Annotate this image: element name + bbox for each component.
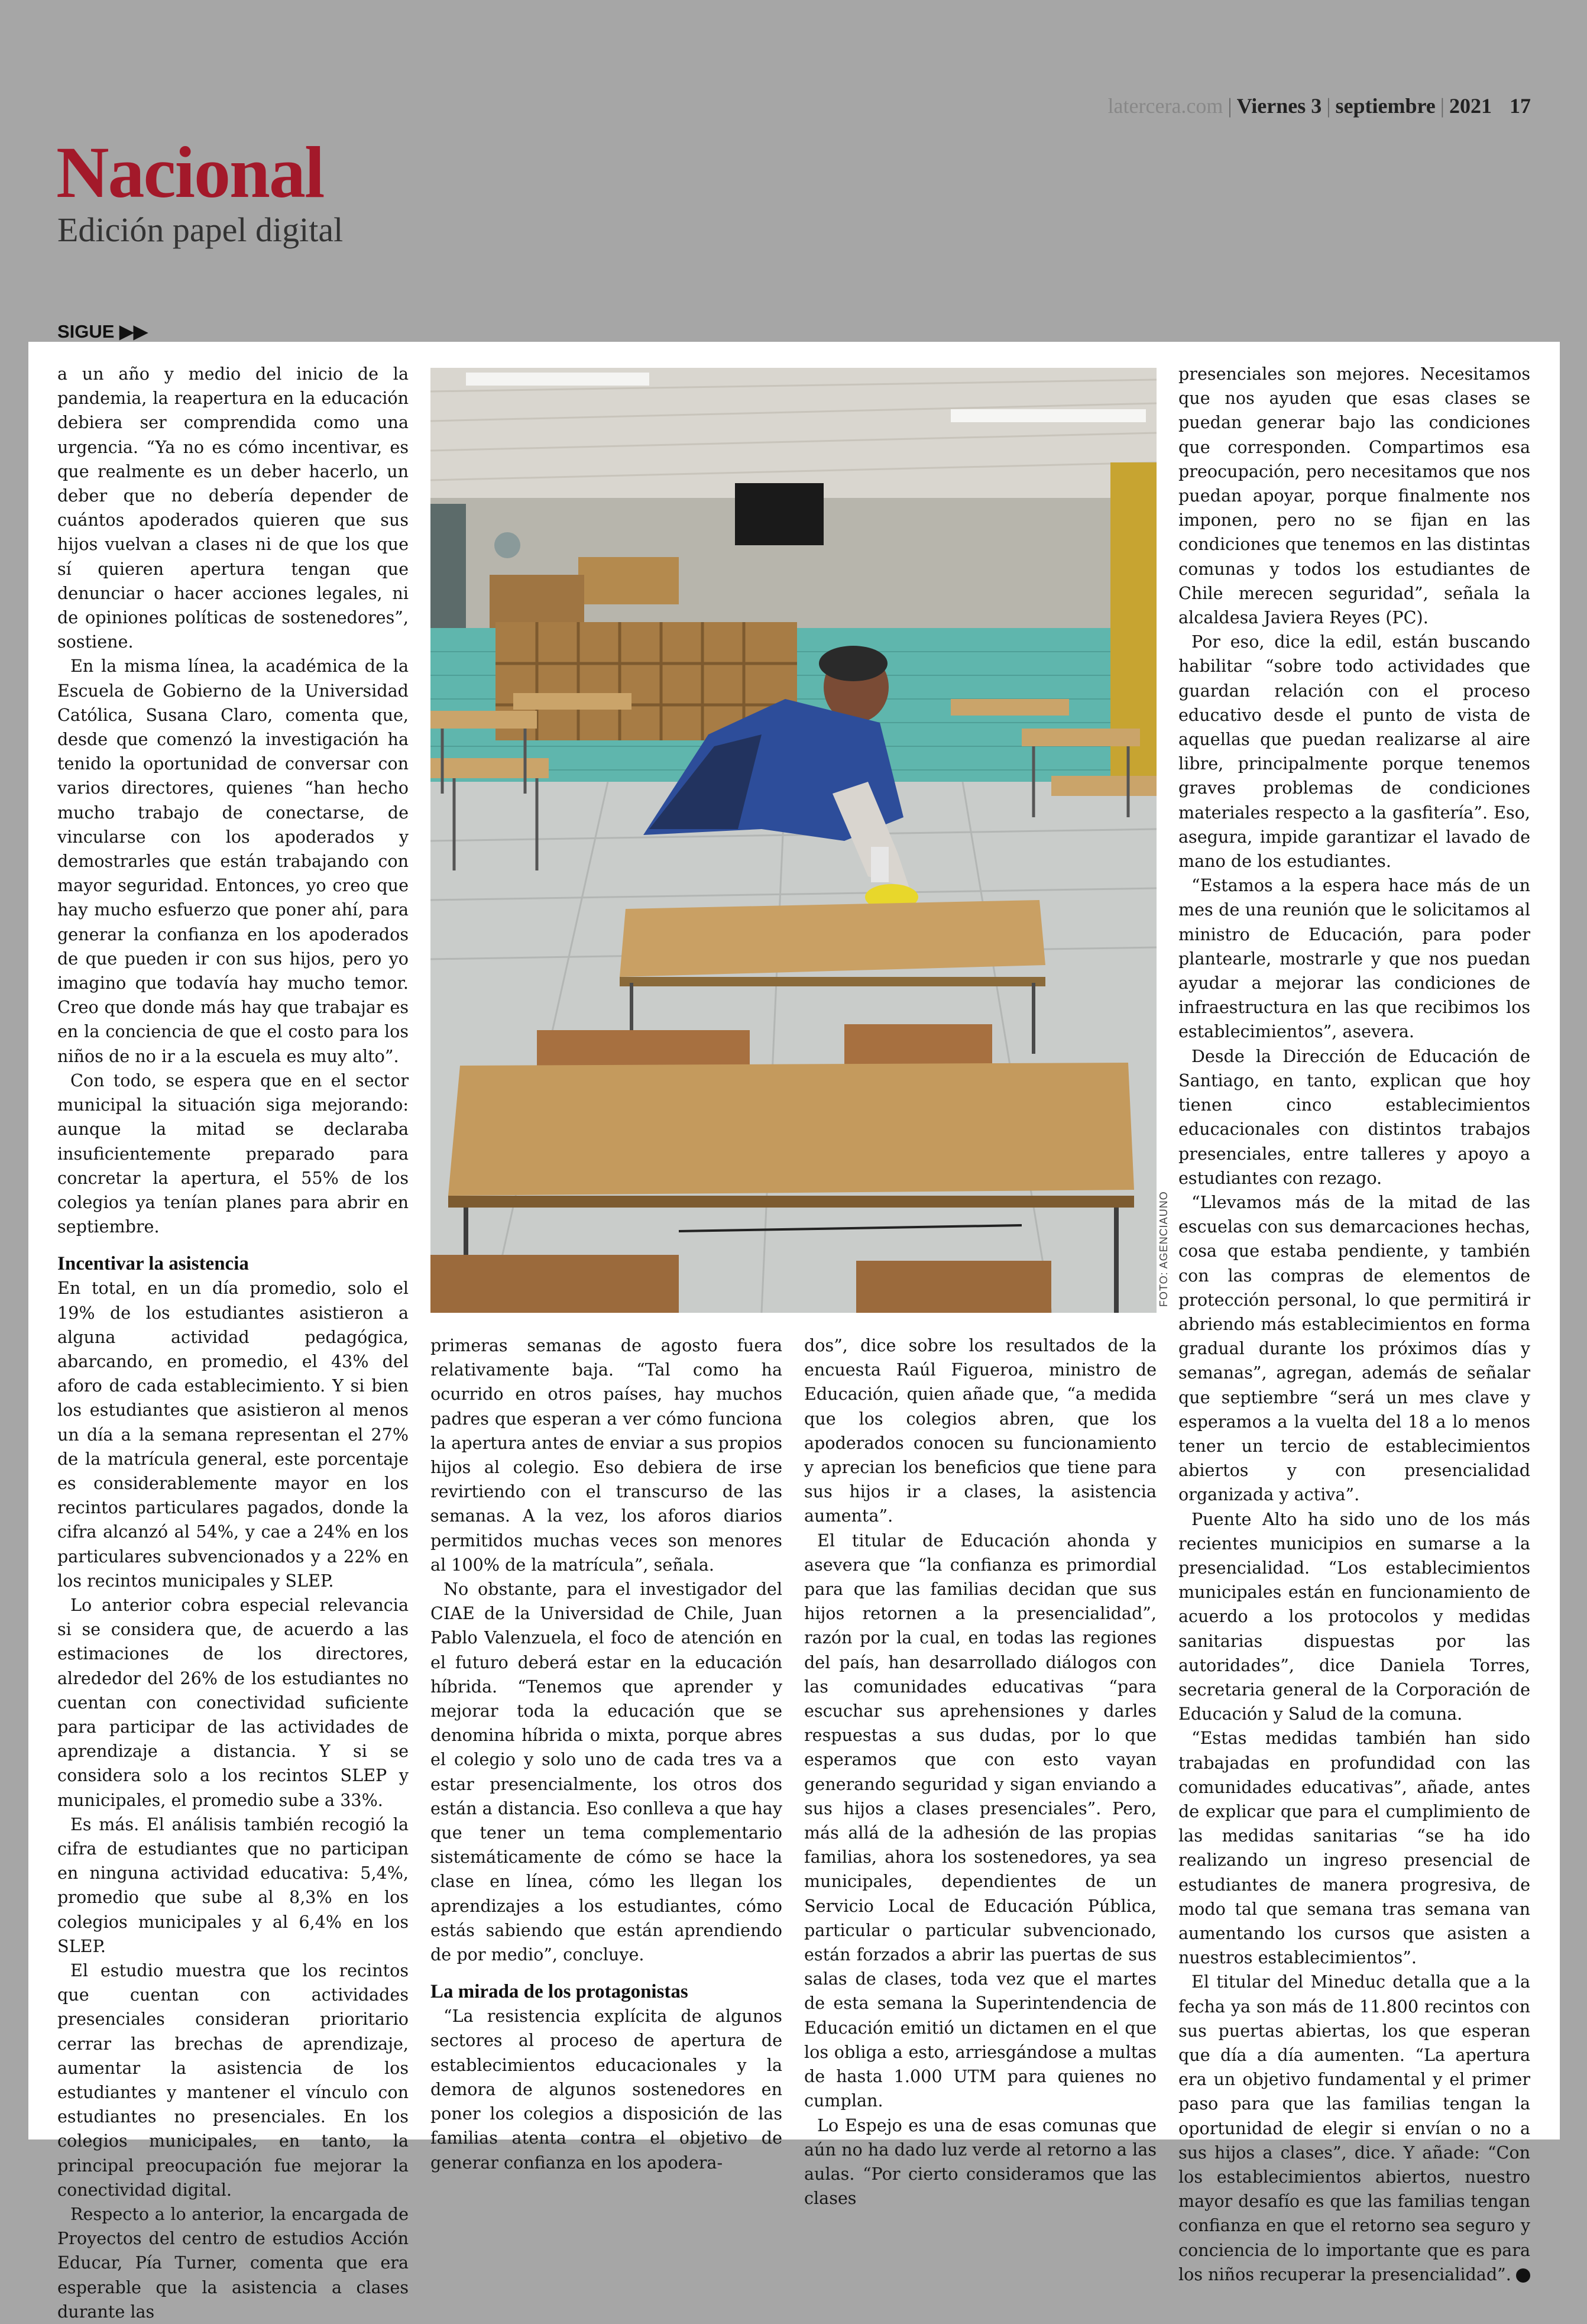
issue-month: septiembre (1335, 94, 1436, 118)
site-name[interactable]: latercera.com (1107, 94, 1223, 118)
paragraph: Por eso, dice la edil, están buscando habilitar “sobre todo actividades que guardan relación con el proceso educativo desde el punto de vista de aquellas que puedan realizarse al aire libre, principalmente porque tenemos graves problemas de condiciones materiales respecto a la gasfitería”. Eso, asegura, impide garantizar el lavado de mano de los estudiantes. (1178, 632, 1530, 872)
paragraph: El titular de Educación ahonda y asevera que “la confianza es primordial para que las familias decidan que sus hijos retornen a la presencialidad”, razón por la cual, en todas las regiones del país, han desarrollado diálogos con las comunidades educativas “para escuchar sus aprehensiones y darles respuestas a sus dudas, por lo que esperamos que con esto vayan generando seguridad y sigan enviando a sus hijos a clases presenciales”. Pero, más allá de la adhesión de las propias familias, ahora los sostenedores, ya sea municipales, dependientes de un Servicio Local de Educación Pública, particular o particular subvencionado, están forzados a abrir las puertas de sus salas de clases, toda vez que el martes de esta semana la Superintendencia de Educación emitió un dictamen en el que los obliga a esto, arriesgándose a multas de hasta 1.000 UTM para quienes no cumplan. (804, 1530, 1157, 2111)
paragraph: Lo anterior cobra especial relevancia si se considera que, de acuerdo a las estimaciones de los directores, alrededor del 26% de los estudiantes no cuentan con conectividad suficiente para participar de las actividades de aprendizaje a distancia. Y si se considera solo a los recintos SLEP y municipales, el promedio sube a 33%. (57, 1594, 409, 1810)
photo-credit: FOTO: AGENCIAUNO (1158, 1191, 1170, 1307)
end-of-article-icon (1516, 2268, 1530, 2283)
paragraph: El estudio muestra que los recintos que cuentan con actividades presenciales consideran prioritario cerrar las brechas de aprendizaje, aumentar la asistencia de los estudiantes y mantener el vínculo con estudiantes no presenciales. En los colegios municipales, en tanto, la principal preocupación fue mejorar la conectividad digital. (57, 1960, 409, 2200)
page-header: latercera.com | Viernes 3 | septiembre | 2021 17 (1107, 94, 1531, 118)
section-subtitle: Edición papel digital (57, 211, 344, 249)
article-column-2 (430, 1333, 782, 2175)
paragraph-final (1178, 1970, 1530, 2287)
classroom-photo (430, 368, 1157, 1313)
issue-year: 2021 (1449, 94, 1492, 118)
paragraph: En total, en un día promedio, solo el 19% de los estudiantes asistieron a alguna actividad pedagógica, abarcando, en promedio, el 43% del aforo de cada establecimiento. Y si bien los estudiantes que asistieron al menos un día a la semana representan el 27% de la matrícula general, este porcentaje es considerablemente mayor en los recintos particulares pagados, donde la cifra alcanzó al 54%, y cae a 24% en los particulares subvencionados y a 22% en los recintos municipales y SLEP. (57, 1278, 409, 1591)
paragraph: “Estas medidas también han sido trabajadas en profundidad con las comunidades educativas”, añade, antes de explicar que para el cumplimiento de las medidas sanitarias “se ha ido realizando un ingreso presencial de estudiantes de manera progresiva, de modo tal que semana tras semana van aumentando los cursos que asisten a nuestros establecimientos”. (1178, 1728, 1530, 1968)
paragraph: “Llevamos más de la mitad de las escuelas con sus demarcaciones hechas, cosa que estaba pendiente, y también con las compras de elementos de protección personal, lo que permitirá ir abriendo más establecimientos en forma gradual durante los próximos días y semanas”, agregan, además de señalar que septiembre “será un mes clave y esperamos a la vuelta del 18 a lo menos tener un tercio de establecimientos abiertos y con presencialidad organizada y activa”. (1178, 1192, 1530, 1505)
article-column-1 (57, 362, 409, 2324)
paragraph: Con todo, se espera que en el sector municipal la situación siga mejorando: aunque la mitad se declaraba insuficientemente preparado para concretar la apertura, el 55% de los colegios ya tenían planes para abrir en septiembre. (57, 1070, 409, 1237)
paragraph: Lo Espejo es una de esas comunas que aún no ha dado luz verde al retorno a las aulas. “Por cierto consideramos que las clases (804, 2115, 1157, 2209)
issue-day: Viernes 3 (1236, 94, 1322, 118)
section-title: Nacional (56, 132, 324, 213)
paragraph: Puente Alto ha sido uno de los más recientes municipios en sumarse a la presencialidad. “Los establecimientos municipales están en funcionamiento de acuerdo a los protocolos y medidas sanitarias dispuestas por las autoridades”, dice Daniela Torres, secretaria general de la Corporación de Educación y Salud de la comuna. (1178, 1509, 1530, 1724)
subheading: Incentivar la asistencia (57, 1253, 249, 1275)
paragraph: dos”, dice sobre los resultados de la encuesta Raúl Figueroa, ministro de Educación, quien añade que, “a medida que los colegios abren, que los apoderados conocen su funcionamiento y aprecian los beneficios que tiene para sus hijos ir a clases, la asistencia aumenta”. (804, 1335, 1157, 1526)
paragraph: No obstante, para el investigador del CIAE de la Universidad de Chile, Juan Pablo Valenzuela, el foco de atención en el futuro deberá estar en la educación híbrida. “Tenemos que aprender y mejorar toda la educación que se denomina híbrida o mixta, porque abres el colegio y solo uno de cada tres va a estar presencialmente, los otros dos están a distancia. Eso conlleva a que hay que tener un tema complementario sistemáticamente de cómo se hace la clase en línea, cómo les llegan los aprendizajes a los estudiantes, cómo estás sabiendo que están aprendiendo de por medio”, concluye. (430, 1579, 782, 1965)
subheading: La mirada de los protagonistas (430, 1981, 688, 2003)
paragraph: En la misma línea, la académica de la Escuela de Gobierno de la Universidad Católica, Susana Claro, comenta que, desde que comenzó la investigación ha tenido la oportunidad de conversar con varios directores, quienes “han hecho mucho trabajo de conectarse, de vincularse con los apoderados y demostrarles que están trabajando con mayor seguridad. Entonces, yo creo que hay mucho esfuerzo que poner ahí, para generar la confianza en los apoderados de que pueden ir con sus hijos, pero yo imagino que todavía hay mucho temor. Creo que donde más hay que trabajar es en la conciencia de que el costo para los niños de no ir a la escuela es muy alto”. (57, 656, 409, 1066)
paragraph: “Estamos a la espera hace más de un mes de una reunión que le solicitamos al ministro de Educación, para poder plantearle, mostrarle y que nos puedan ayudar a mejorar las condiciones de infraestructura en las que recibimos los establecimientos”, asevera. (1178, 875, 1530, 1042)
classroom-illustration (430, 368, 1157, 1313)
page-number: 17 (1510, 94, 1531, 118)
article-column-4 (1178, 362, 1530, 2287)
paragraph: Es más. El análisis también recogió la cifra de estudiantes que no participan en ninguna actividad educativa: 5,4%, promedio que sube al 8,3% en los colegios municipales y al 6,4% en los SLEP. (57, 1814, 409, 1956)
paragraph-text: El titular del Mineduc detalla que a la fecha ya son más de 11.800 recintos con sus puertas abiertas, los que esperan que día a día aumenten. “La apertura era un objetivo fundamental y el primer paso para que las familias tengan la oportunidad de elegir si envían o no a sus hijos a clases”, dice. Y añade: “Con los establecimientos abiertos, nuestro mayor desafío es que las familias tengan confianza en que el retorno sea seguro y conciencia de lo importante que es para los niños recuperar la presencialidad”. (1178, 1972, 1530, 2284)
paragraph: primeras semanas de agosto fuera relativamente baja. “Tal como ha ocurrido en otros países, hay muchos padres que esperan a ver cómo funciona la apertura antes de enviar a sus propios hijos al colegio. Eso debiera de irse revirtiendo con el transcurso de las semanas. A la vez, los aforos diarios permitidos muchas veces son menores al 100% de la matrícula”, señala. (430, 1335, 782, 1575)
continues-label: SIGUE ▶▶ (57, 321, 148, 342)
paragraph: Desde la Dirección de Educación de Santiago, en tanto, explican que hoy tienen cinco establecimientos educacionales con distintos trabajos presenciales, entre talleres y apoyo a estudiantes con rezago. (1178, 1046, 1530, 1188)
article-column-3 (804, 1333, 1157, 2210)
paragraph: presenciales son mejores. Necesitamos que nos ayuden que esas clases se puedan generar bajo las condiciones que corresponden. Compartimos esa preocupación, pero necesitamos que nos puedan apoyar, porque finalmente nos imponen, pero no se fijan en las condiciones que tenemos en las distintas comunas y todos los estudiantes de Chile merecen seguridad”, señala la alcaldesa Javiera Reyes (PC). (1178, 364, 1530, 628)
paragraph: a un año y medio del inicio de la pandemia, la reapertura en la educación debiera ser comprendida como una urgencia. “Ya no es cómo incentivar, es que realmente es un deber hacerlo, un deber que no debería depender de cuántos apoderados quieren que sus hijos vuelvan a clases ni de que los que sí quieren apertura tengan que denunciar o hacer acciones legales, ni de opiniones políticas de sostenedores”, sostiene. (57, 364, 409, 652)
paragraph: “La resistencia explícita de algunos sectores al proceso de apertura de establecimientos educacionales y la demora de algunos sostenedores en poner los colegios a disposición de las familias atenta contra el objetivo de generar confianza en los apodera- (430, 2006, 782, 2173)
paragraph: Respecto a lo anterior, la encargada de Proyectos del centro de estudios Acción Educar, Pía Turner, comenta que era esperable que la asistencia a clases durante las (57, 2204, 409, 2322)
